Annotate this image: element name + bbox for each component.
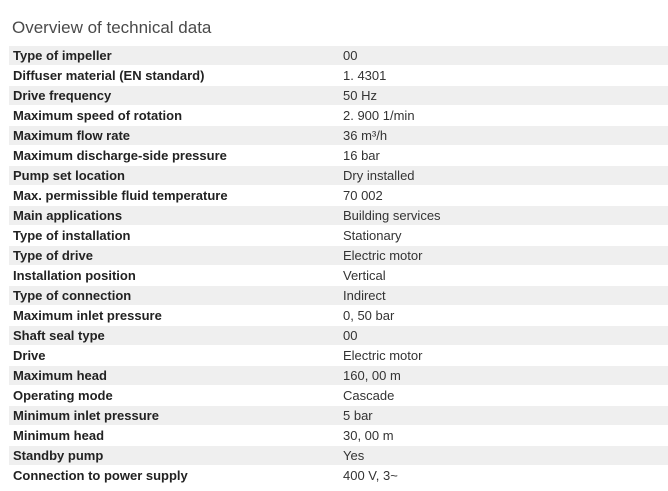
table-row (9, 466, 668, 486)
spec-label: Type of impeller (9, 46, 339, 66)
spec-label: Minimum inlet pressure (9, 406, 339, 426)
spec-value: 0, 50 bar (339, 306, 668, 326)
table-row (9, 246, 668, 266)
spec-value: Dry installed (339, 166, 668, 186)
spec-label: Standby pump (9, 446, 339, 466)
spec-value: Electric motor (339, 346, 668, 366)
table-row (9, 146, 668, 166)
spec-value: Cascade (339, 386, 668, 406)
spec-label: Maximum discharge-side pressure (9, 146, 339, 166)
spec-value: 00 (339, 46, 668, 66)
table-row (9, 286, 668, 306)
spec-label: Maximum speed of rotation (9, 106, 339, 126)
spec-value: 5 bar (339, 406, 668, 426)
spec-value: 1. 4301 (339, 66, 668, 86)
table-row (9, 266, 668, 286)
table-row (9, 386, 668, 406)
technical-data-table (9, 46, 668, 486)
table-row (9, 166, 668, 186)
spec-value: 16 bar (339, 146, 668, 166)
spec-label: Maximum flow rate (9, 126, 339, 146)
table-row (9, 66, 668, 86)
table-row (9, 426, 668, 446)
spec-value: Stationary (339, 226, 668, 246)
spec-label: Pump set location (9, 166, 339, 186)
spec-value: 400 V, 3~ (339, 466, 668, 486)
table-row (9, 126, 668, 146)
table-row (9, 406, 668, 426)
spec-value: 00 (339, 326, 668, 346)
spec-label: Maximum inlet pressure (9, 306, 339, 326)
table-row (9, 46, 668, 66)
spec-value: 2. 900 1/min (339, 106, 668, 126)
spec-label: Connection to power supply (9, 466, 339, 486)
spec-label: Type of installation (9, 226, 339, 246)
spec-value: Electric motor (339, 246, 668, 266)
spec-value: Yes (339, 446, 668, 466)
table-row (9, 346, 668, 366)
spec-label: Shaft seal type (9, 326, 339, 346)
spec-label: Type of drive (9, 246, 339, 266)
spec-value: 160, 00 m (339, 366, 668, 386)
spec-value: 30, 00 m (339, 426, 668, 446)
table-row (9, 106, 668, 126)
spec-label: Installation position (9, 266, 339, 286)
spec-label: Diffuser material (EN standard) (9, 66, 339, 86)
table-row (9, 366, 668, 386)
page-title: Overview of technical data (12, 18, 212, 37)
spec-value: 70 002 (339, 186, 668, 206)
table-row (9, 446, 668, 466)
spec-label: Type of connection (9, 286, 339, 306)
table-row (9, 326, 668, 346)
table-row (9, 306, 668, 326)
spec-label: Drive frequency (9, 86, 339, 106)
spec-label: Max. permissible fluid temperature (9, 186, 339, 206)
spec-label: Operating mode (9, 386, 339, 406)
table-row (9, 226, 668, 246)
spec-label: Maximum head (9, 366, 339, 386)
spec-value: Indirect (339, 286, 668, 306)
spec-label: Minimum head (9, 426, 339, 446)
spec-value: 36 m³/h (339, 126, 668, 146)
table-row (9, 186, 668, 206)
spec-label: Drive (9, 346, 339, 366)
table-row (9, 206, 668, 226)
spec-value: Vertical (339, 266, 668, 286)
spec-value: Building services (339, 206, 668, 226)
spec-value: 50 Hz (339, 86, 668, 106)
technical-data-table-body (9, 46, 668, 486)
spec-label: Main applications (9, 206, 339, 226)
table-row (9, 86, 668, 106)
